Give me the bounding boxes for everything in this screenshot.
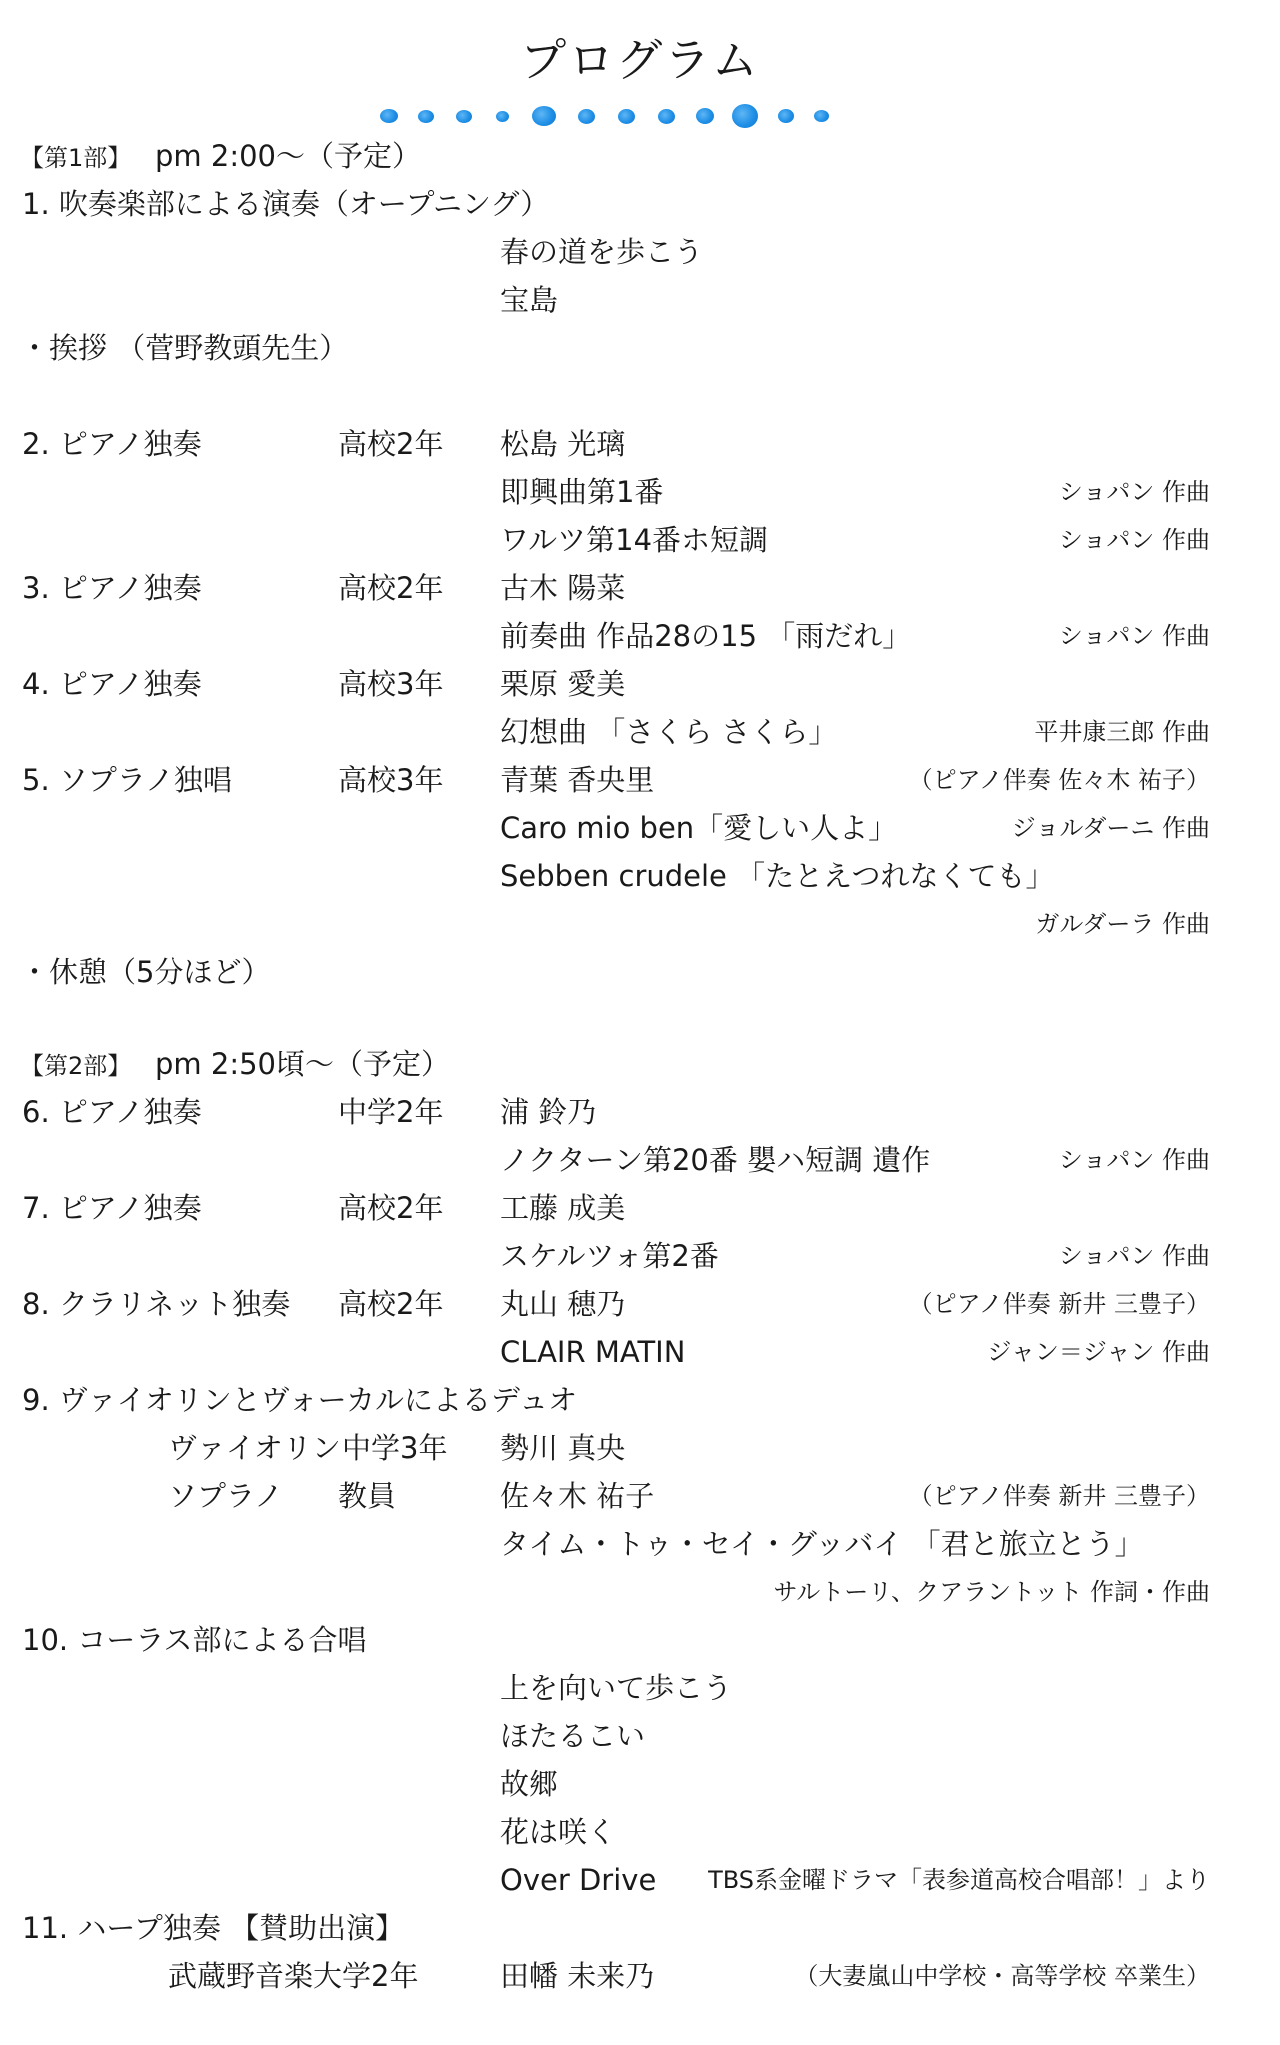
item2-performer: 松島 光璃	[500, 427, 626, 461]
item9-soprano-performer: 佐々木 祐子	[500, 1479, 655, 1513]
item8-grade: 高校2年	[338, 1287, 444, 1321]
item5-performer: 青葉 香央里	[500, 763, 655, 797]
item10-song: 故郷	[500, 1767, 559, 1801]
item2-composer: ショパン 作曲	[1058, 478, 1210, 506]
item3-composer: ショパン 作曲	[1058, 622, 1210, 650]
divider-dot	[658, 109, 675, 124]
item3-song: 前奏曲 作品28の15 「雨だれ」	[500, 619, 912, 653]
item6-performer: 浦 鈴乃	[500, 1095, 597, 1129]
item10-song: ほたるこい	[500, 1719, 646, 1753]
item6-grade: 中学2年	[338, 1095, 444, 1129]
item10-song: 上を向いて歩こう	[500, 1671, 733, 1705]
item7-performer: 工藤 成美	[500, 1191, 626, 1225]
item2-grade: 高校2年	[338, 427, 444, 461]
item6-title: 6. ピアノ独奏	[22, 1095, 202, 1129]
divider-dot	[532, 106, 556, 126]
item5-song: Caro mio ben「愛しい人よ」	[500, 811, 898, 845]
divider-dot	[456, 110, 472, 123]
divider-dot	[578, 109, 595, 124]
break: ・休憩（5分ほど）	[20, 955, 271, 989]
item5-composer: ジョルダーニ 作曲	[1011, 814, 1210, 842]
page-title: プログラム	[520, 33, 760, 87]
item6-composer: ショパン 作曲	[1058, 1146, 1210, 1174]
greeting: ・挨拶 （菅野教頭先生）	[20, 331, 349, 365]
item9-soprano-grade: 教員	[338, 1479, 397, 1513]
item3-grade: 高校2年	[338, 571, 444, 605]
item3-title: 3. ピアノ独奏	[22, 571, 202, 605]
item10-song: Over Drive	[500, 1863, 657, 1897]
item5-song: Sebben crudele 「たとえつれなくても」	[500, 859, 1055, 893]
item9-song: タイム・トゥ・セイ・グッバイ 「君と旅立とう」	[500, 1527, 1144, 1561]
item8-performer: 丸山 穂乃	[500, 1287, 626, 1321]
item4-grade: 高校3年	[338, 667, 444, 701]
item6-song: ノクターン第20番 嬰ハ短調 遺作	[500, 1143, 931, 1177]
item1-title: 1. 吹奏楽部による演奏（オープニング）	[22, 187, 550, 221]
divider-dot	[618, 109, 635, 124]
item7-song: スケルツォ第2番	[500, 1239, 719, 1273]
item9-title: 9. ヴァイオリンとヴォーカルによるデュオ	[22, 1383, 578, 1417]
item4-song: 幻想曲 「さくら さくら」	[500, 715, 838, 749]
item9-composer: サルトーリ、クアラントット 作詞・作曲	[773, 1578, 1210, 1606]
divider-dot	[380, 109, 398, 123]
item3-performer: 古木 陽菜	[500, 571, 626, 605]
part2-header: 【第2部】	[20, 1052, 132, 1080]
item8-title: 8. クラリネット独奏	[22, 1287, 291, 1321]
item5-title: 5. ソプラノ独唱	[22, 763, 233, 797]
item7-composer: ショパン 作曲	[1058, 1242, 1210, 1270]
item10-note: TBS系金曜ドラマ「表参道高校合唱部！」より	[708, 1866, 1210, 1894]
item11-title: 11. ハープ独奏 【賛助出演】	[22, 1911, 405, 1945]
item2-composer: ショパン 作曲	[1058, 526, 1210, 554]
item5-composer: ガルダーラ 作曲	[1035, 910, 1210, 938]
item9-violin-performer: 勢川 真央	[500, 1431, 626, 1465]
item8-composer: ジャン＝ジャン 作曲	[987, 1338, 1210, 1366]
item11-performer: 田幡 未来乃	[500, 1959, 655, 1993]
part1-header: 【第1部】	[20, 144, 132, 172]
item9-soprano-role: ソプラノ	[168, 1479, 284, 1513]
divider-dot	[696, 108, 714, 124]
item9-violin-grade: 中学3年	[342, 1431, 448, 1465]
item5-accompanist: （ピアノ伴奏 佐々木 祐子）	[908, 766, 1210, 794]
item1-song: 春の道を歩こう	[500, 235, 704, 269]
item7-title: 7. ピアノ独奏	[22, 1191, 202, 1225]
divider-dot	[732, 104, 758, 128]
item7-grade: 高校2年	[338, 1191, 444, 1225]
item1-song: 宝島	[500, 283, 559, 317]
item4-title: 4. ピアノ独奏	[22, 667, 202, 701]
dot-divider	[380, 104, 860, 134]
divider-dot	[778, 109, 794, 123]
part2-time: pm 2:50頃～（予定）	[155, 1047, 450, 1081]
item10-title: 10. コーラス部による合唱	[22, 1623, 367, 1657]
item2-song: ワルツ第14番ホ短調	[500, 523, 769, 557]
item4-performer: 栗原 愛美	[500, 667, 626, 701]
divider-dot	[418, 110, 434, 123]
item11-note: （大妻嵐山中学校・高等学校 卒業生）	[794, 1962, 1210, 1990]
item4-composer: 平井康三郎 作曲	[1034, 718, 1210, 746]
item2-song: 即興曲第1番	[500, 475, 664, 509]
item11-affiliation: 武蔵野音楽大学2年	[168, 1959, 419, 1993]
item10-song: 花は咲く	[500, 1815, 617, 1849]
divider-dot	[814, 110, 829, 122]
item8-song: CLAIR MATIN	[500, 1335, 686, 1369]
item8-accompanist: （ピアノ伴奏 新井 三豊子）	[908, 1290, 1210, 1318]
item9-accompanist: （ピアノ伴奏 新井 三豊子）	[908, 1482, 1210, 1510]
item5-grade: 高校3年	[338, 763, 444, 797]
item2-title: 2. ピアノ独奏	[22, 427, 202, 461]
item9-violin-role: ヴァイオリン	[168, 1431, 341, 1465]
divider-dot	[496, 111, 509, 122]
part1-time: pm 2:00～（予定）	[155, 139, 421, 173]
